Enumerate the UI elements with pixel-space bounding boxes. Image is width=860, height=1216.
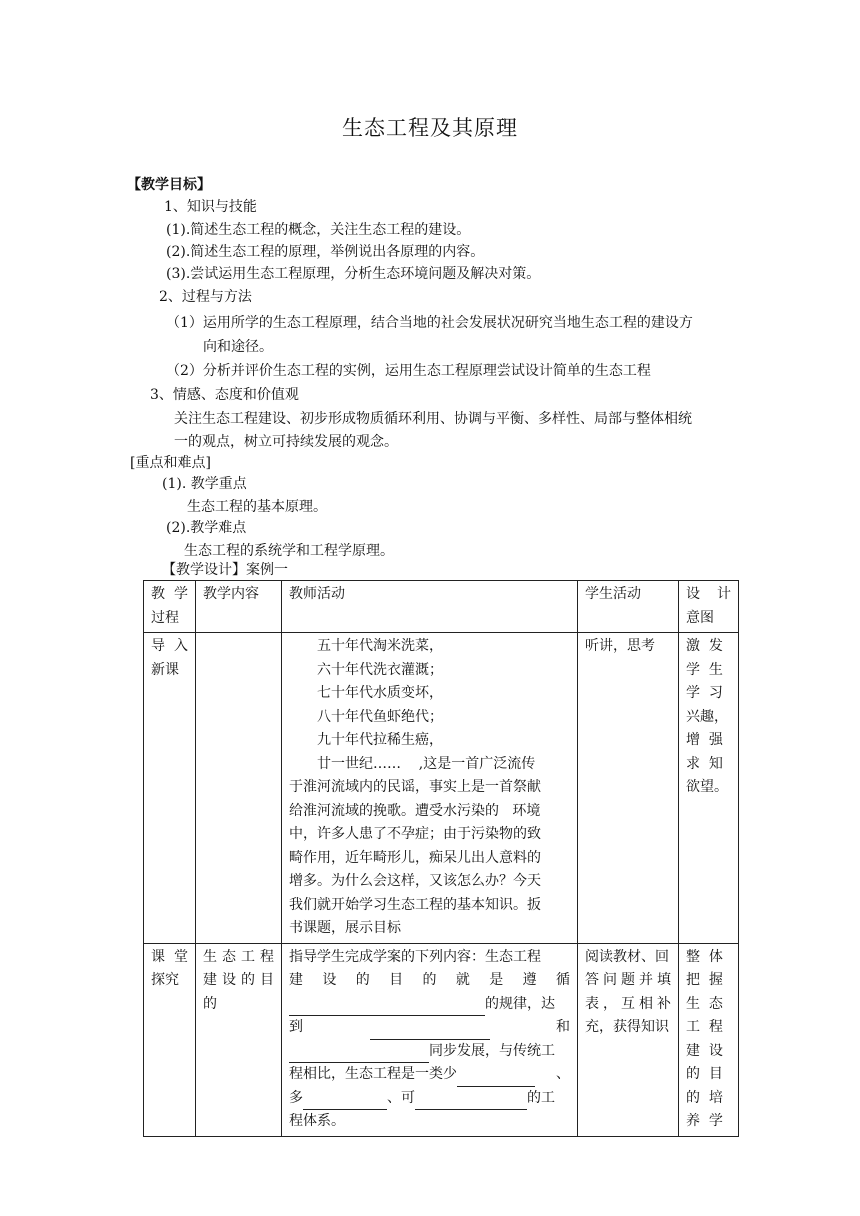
fill-blank[interactable]	[415, 1093, 527, 1110]
knowledge-item: (2).简述生态工程的原理，举例说出各原理的内容。	[166, 244, 485, 260]
values-text: 关注生态工程建设、初步形成物质循环利用、协调与平衡、多样性、局部与整体相统	[174, 411, 692, 427]
row2-intent: 整 体 把 握 生 态 工 程 建 设 的 目 的 培 养 学	[679, 943, 739, 1136]
difficulty-text: 生态工程的系统学和工程学原理。	[184, 543, 394, 559]
process-item: （2）分析并评价生态工程的实例，运用生态工程原理尝试设计简单的生态工程	[166, 363, 651, 379]
lesson-design-table	[143, 580, 739, 1137]
process-method-heading: 2、过程与方法	[159, 289, 252, 305]
row1-intent: 激 发 学 生 学 习 兴趣， 增 强 求 知 欲望。	[679, 633, 739, 944]
header-teacher: 教师活动	[282, 581, 578, 633]
table-row	[144, 943, 739, 1136]
fill-blank[interactable]	[457, 1070, 535, 1087]
knowledge-skills-heading: 1、知识与技能	[164, 199, 257, 215]
focus-label: (1). 教学重点	[162, 476, 247, 492]
row1-student: 听讲，思考	[578, 633, 679, 944]
knowledge-item: (3).尝试运用生态工程原理，分析生态环境问题及解决对策。	[166, 266, 541, 282]
process-item-continued: 向和途径。	[203, 339, 273, 355]
row2-content: 生态工程 建设的目 的	[196, 943, 282, 1136]
difficulty-label: (2).教学难点	[166, 520, 247, 536]
process-item: （1）运用所学的生态工程原理，结合当地的社会发展状况研究当地生态工程的建设方	[166, 315, 693, 331]
knowledge-item: (1).简述生态工程的概念，关注生态工程的建设。	[166, 222, 471, 238]
fill-blank[interactable]	[289, 1046, 429, 1063]
row2-teacher: 指导学生完成学案的下列内容：生态工程 建 设 的 目 的 就 是 遵 循 的规律，达 到 和 同步发展，与传统工 程相比，生态工程是一类少 、 多 、可 的工 程体系。	[282, 943, 578, 1136]
fill-blank[interactable]	[370, 1023, 490, 1040]
table-row	[144, 633, 739, 944]
header-student: 学生活动	[578, 581, 679, 633]
row1-teacher: 五十年代淘米洗菜， 六十年代洗衣灌溉； 七十年代水质变坏， 八十年代鱼虾绝代； 九十年代拉稀生癌， 廿一世纪…… ,这是一首广泛流传 于淮河流域内的民谣，事实上是一首祭献 给淮河流域的挽歌。遭受水污染的 环境 中，许多人患了不孕症；由于污染物的致 畸作用，近年畸形儿，痴呆儿出人意料的 增多。为什么会这样，又该怎么办？今天 我们就开始学习生态工程的基本知识。扳 书课题，展示目标	[282, 633, 578, 944]
fill-blank[interactable]	[303, 1093, 387, 1110]
row1-process: 导 入 新课	[144, 633, 196, 944]
table-header-row	[144, 581, 739, 633]
values-heading: 3、情感、态度和价值观	[150, 387, 299, 403]
teaching-design-heading: 【教学设计】案例一	[162, 562, 288, 578]
row2-student: 阅读教材、回 答问题并填 表，互相补 充，获得知识	[578, 943, 679, 1136]
row1-content	[196, 633, 282, 944]
fill-blank[interactable]	[289, 999, 485, 1016]
focus-text: 生态工程的基本原理。	[187, 499, 327, 515]
objectives-heading: 【教学目标】	[127, 177, 211, 193]
row2-process: 课 堂 探究	[144, 943, 196, 1136]
key-points-heading: [重点和难点]	[130, 455, 211, 471]
page-title: 生态工程及其原理	[342, 116, 518, 140]
header-intent: 设 计 意图	[679, 581, 739, 633]
header-content: 教学内容	[196, 581, 282, 633]
header-process: 教 学 过程	[144, 581, 196, 633]
values-text-continued: 一的观点，树立可持续发展的观念。	[174, 434, 398, 450]
